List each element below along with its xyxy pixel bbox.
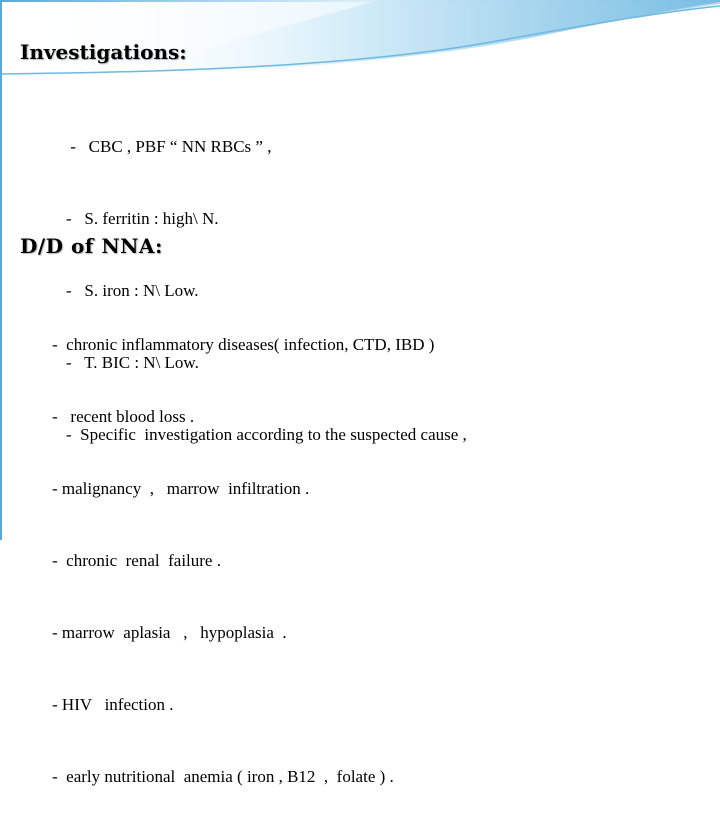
list-item: - S. iron : N\ Low. <box>66 281 199 300</box>
list-item: - marrow aplasia , hypoplasia . <box>52 623 287 642</box>
dd-heading: D/D of NNA: <box>20 234 163 258</box>
investigations-heading: Investigations: <box>20 40 187 64</box>
list-item: - malignancy , marrow infiltration . <box>52 479 310 498</box>
list-item: - early nutritional anemia ( iron , B12 , folate ) . <box>52 767 394 786</box>
left-border-line <box>0 0 2 540</box>
list-item: - HIV infection . <box>52 695 174 714</box>
list-item: - recent blood loss . <box>52 407 195 426</box>
list-item: - CBC , PBF “ NN RBCs ” , <box>66 137 272 156</box>
dd-list <box>52 285 434 837</box>
list-item: - T. BIC : N\ Low. <box>66 353 199 372</box>
list-item: - chronic renal failure . <box>52 551 221 570</box>
list-item: - Specific investigation according to the suspected cause , <box>66 425 467 444</box>
list-item: - S. ferritin : high\ N. <box>66 209 219 228</box>
list-item: - chronic inflammatory diseases( infection, CTD, IBD ) <box>52 335 435 354</box>
